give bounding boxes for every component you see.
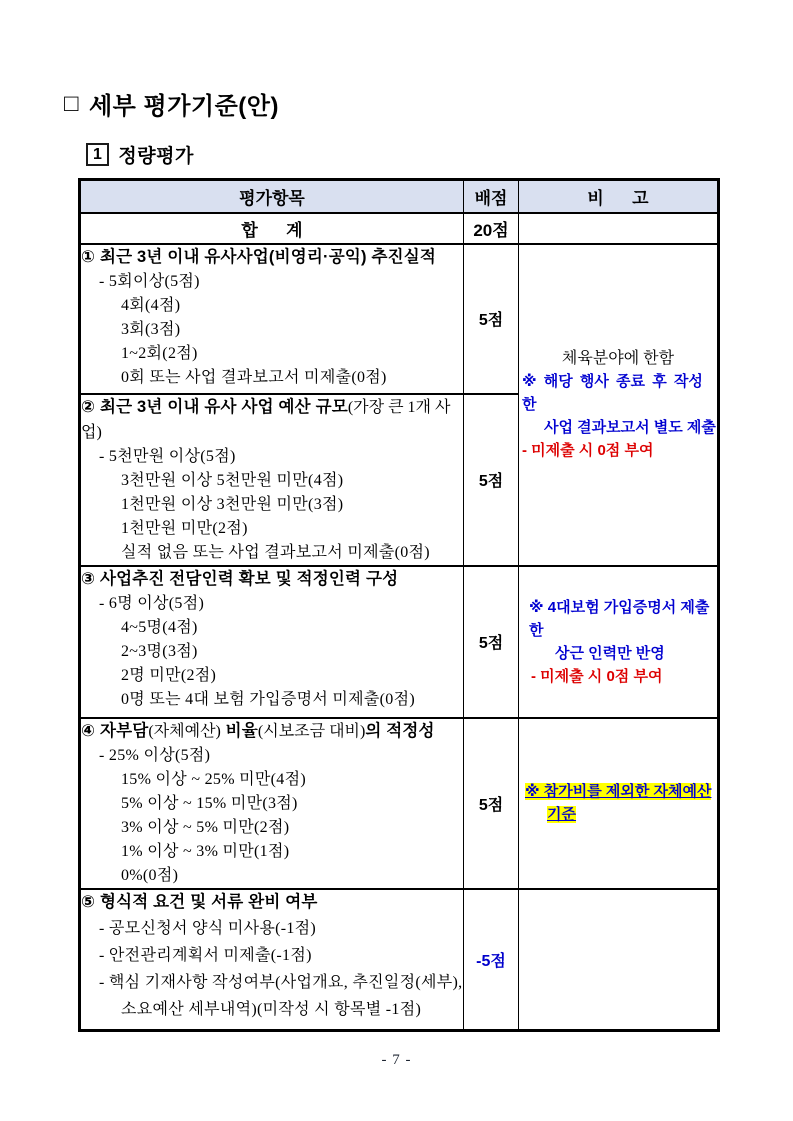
criterion: 4회(4점) [121,296,181,314]
highlighted-note-text: ※ 참가비를 제외한 자체예산 [525,783,712,800]
item-title-normal: (시보조금 대비) [257,722,366,740]
criterion: 1~2회(2점) [121,344,198,362]
item-title-normal: (자체예산) [148,722,221,740]
criterion: 0명 또는 4대 보험 가입증명서 미제출(0점) [121,690,415,708]
table-row [80,718,719,889]
item-title: ③ 사업추진 전담인력 확보 및 적정인력 구성 [81,569,399,588]
criterion: 실적 없음 또는 사업 결과보고서 미제출(0점) [121,543,430,561]
section-title-text: 정량평가 [118,146,194,167]
highlighted-note-text: 기준 [547,806,576,823]
item-title-bold: ④ 자부담 [81,721,149,740]
document-title [64,86,279,121]
note-line: - 미제출 시 0점 부여 [522,442,654,459]
column-header-item: 평가항목 [80,180,464,213]
page-number: - 7 - [381,1052,412,1068]
table-header-row [80,180,719,213]
criterion: 0회 또는 사업 결과보고서 미제출(0점) [121,368,387,386]
criterion: - 안전관리계획서 미제출(-1점) [99,946,312,964]
item-cell-1 [80,244,464,394]
points-cell: 5점 [464,566,519,718]
criterion: 15% 이상 ~ 25% 미만(4점) [121,770,306,788]
criterion: 2~3명(3점) [121,642,198,660]
column-header-note: 비 고 [519,180,719,213]
criterion: 5% 이상 ~ 15% 미만(3점) [121,794,298,812]
note-cell-row-4 [519,718,719,889]
criterion: - 6명 이상(5점) [99,594,205,612]
note-line: 사업 결과보고서 별도 제출 [544,419,716,436]
note-line: 상근 인력만 반영 [555,644,665,662]
total-points: 20점 [464,213,519,244]
item-title-bold: 비율 [220,721,258,740]
note-line: - 미제출 시 0점 부여 [531,667,663,685]
criterion: - 핵심 기재사항 작성여부(사업개요, 추진일정(세부), 소요예산 세부내역)(미작성 시 항목별 -1점) [99,973,463,1018]
criterion: 4~5명(4점) [121,618,198,636]
table-row [80,566,719,718]
criterion: 3% 이상 ~ 5% 미만(2점) [121,818,290,836]
square-bullet-icon: □ [64,89,79,117]
document-title-text: 세부 평가기준(안) [89,93,279,120]
points-cell: -5점 [464,889,519,1031]
criterion: 1천만원 미만(2점) [121,519,248,537]
item-title: ⑤ 형식적 요건 및 서류 완비 여부 [81,892,318,911]
note-line [519,803,717,826]
points-cell: 5점 [464,394,519,566]
criterion: 1% 이상 ~ 3% 미만(1점) [121,842,290,860]
item-cell-2 [80,394,464,566]
note-cell-row-5-empty [519,889,719,1031]
note-line: 체육분야에 한함 [561,350,675,367]
criterion: 2명 미만(2점) [121,666,217,684]
criterion: 3회(3점) [121,320,181,338]
table-row [80,244,719,394]
item-cell-5 [80,889,464,1031]
note-cell-rows-1-2 [519,244,719,566]
total-label: 합 계 [80,213,464,244]
criterion: 0%(0점) [121,866,179,884]
item-title [81,395,463,445]
criterion: - 공모신청서 양식 미사용(-1점) [99,919,317,937]
item-title-normal: (가장 큰 1개 사업) [81,398,451,441]
points-cell: 5점 [464,718,519,889]
note-line: ※ 4대보험 가입증명서 제출한 [529,598,710,639]
section-heading [86,141,194,168]
item-title-bold: ② 최근 3년 이내 유사 사업 예산 규모 [81,397,348,416]
criterion: - 5천만원 이상(5점) [99,447,236,465]
section-number-box: 1 [86,143,109,166]
points-cell: 5점 [464,244,519,394]
table-row [80,889,719,1031]
total-note-empty [519,213,719,244]
column-header-points: 배점 [464,180,519,213]
item-cell-3 [80,566,464,718]
note-line: ※ 해당 행사 종료 후 작성한 [522,373,703,413]
note-cell-row-3 [519,566,719,718]
criterion: - 25% 이상(5점) [99,746,211,764]
item-cell-4 [80,718,464,889]
criterion: - 5회이상(5점) [99,272,200,290]
criterion: 3천만원 이상 5천만원 미만(4점) [121,471,344,489]
item-title: ① 최근 3년 이내 유사사업(비영리·공익) 추진실적 [81,247,437,266]
note-line [519,780,717,803]
evaluation-criteria-table [78,178,720,1032]
total-row [80,213,719,244]
criterion: 1천만원 이상 3천만원 미만(3점) [121,495,344,513]
item-title-bold: 의 적정성 [365,721,435,740]
item-title [81,719,463,744]
